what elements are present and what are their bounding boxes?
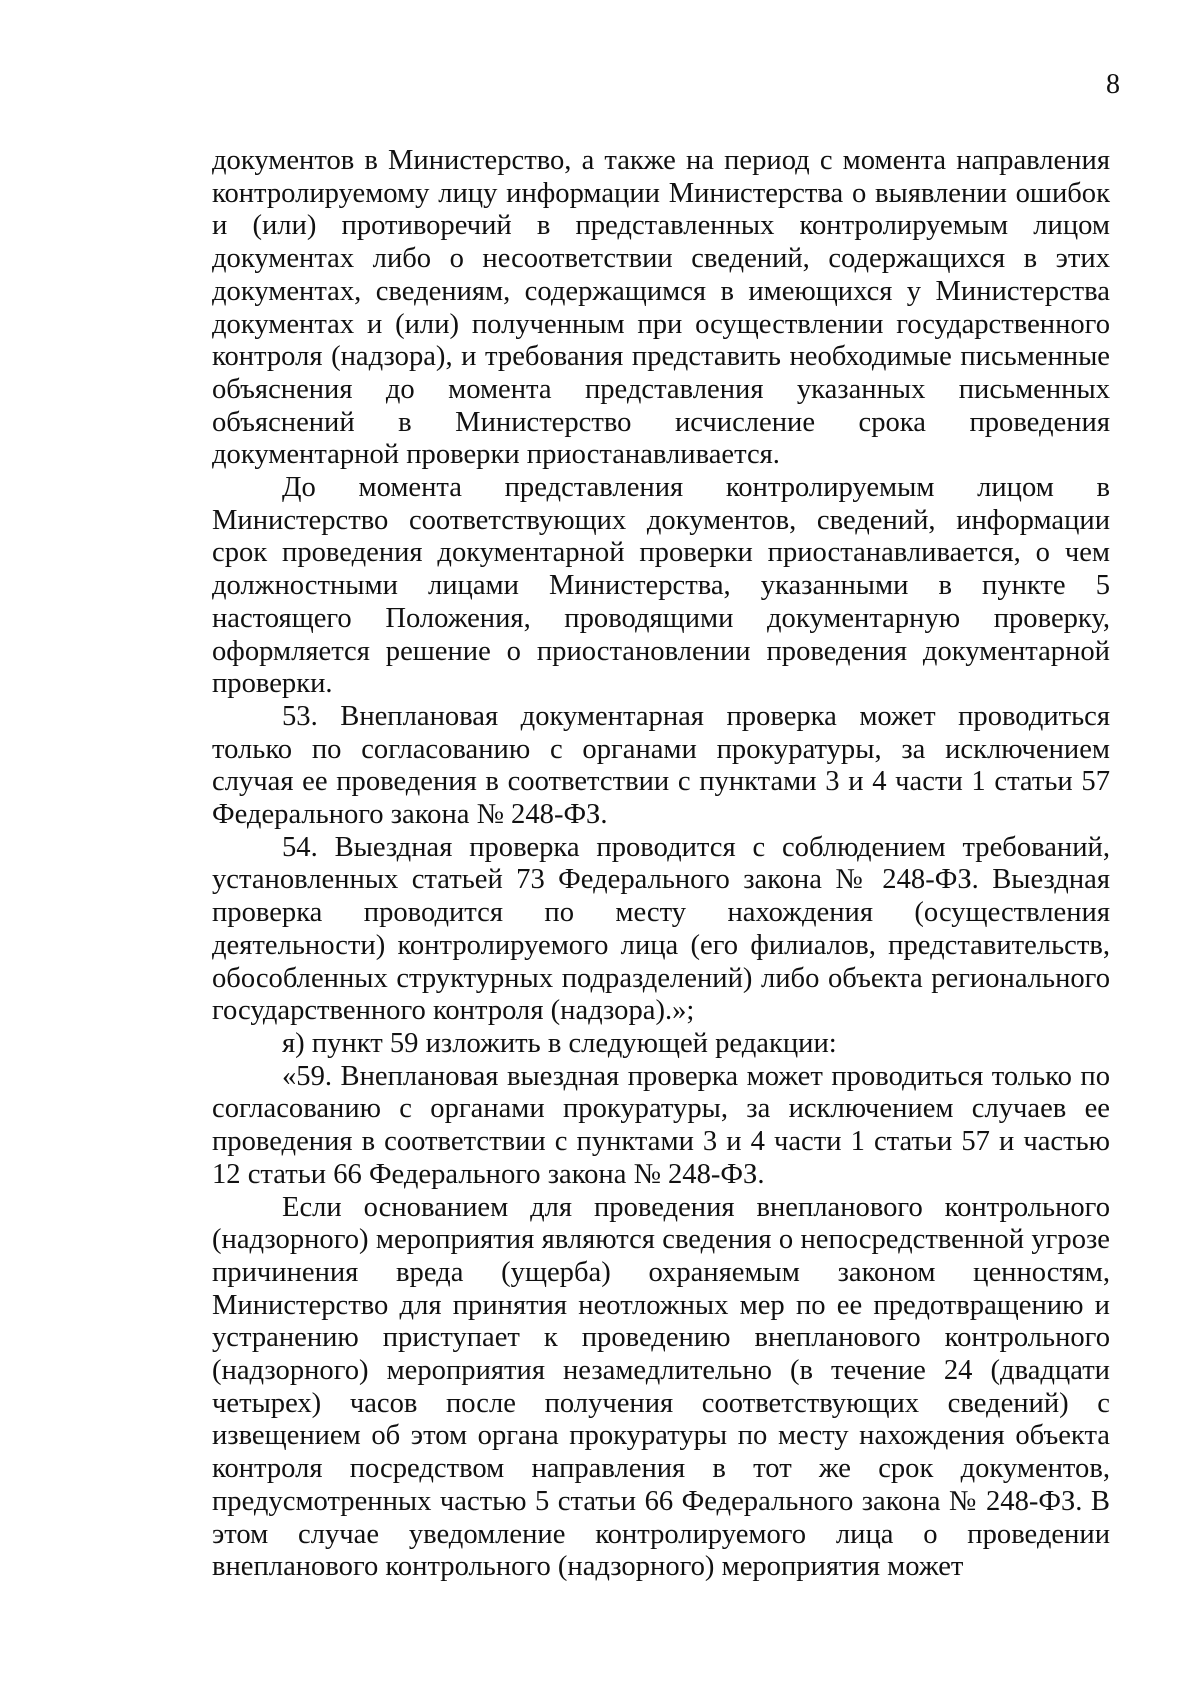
document-body <box>212 145 1110 1584</box>
paragraph-continuation: документов в Министерство, а также на период с момента направления контролируемому лицу информации Министерства о выявлении ошибок и (или) противоречий в представленных контролируемым лицом документах либо о несоответствии сведений, содержащихся в этих документах, сведениям, содержащимся в имеющихся у Министерства документах и (или) полученным при осуществлении государственного контроля (надзора), и требования представить необходимые письменные объяснения до момента представления указанных письменных объяснений в Министерство исчисление срока проведения документарной проверки приостанавливается. <box>212 145 1110 471</box>
paragraph-53: 53. Внеплановая документарная проверка может проводиться только по согласованию с органами прокуратуры, за исключением случая ее проведения в соответствии с пунктами 3 и 4 части 1 статьи 57 Федерального закона № 248-ФЗ. <box>212 700 1110 831</box>
page-number: 8 <box>1106 69 1120 100</box>
paragraph-ya: я) пункт 59 изложить в следующей редакции: <box>282 1027 837 1059</box>
paragraph-suspension: До момента представления контролируемым лицом в Министерство соответствующих документов, сведений, информации срок проведения документарной проверки приостанавливается, о чем должностными лицами Министерства, указанными в пункте 5 настоящего Положения, проводящими документарную проверку, оформляется решение о приостановлении проведения документарной проверки. <box>212 472 1110 700</box>
paragraph-urgent-inspection: Если основанием для проведения внепланового контрольного (надзорного) мероприятия являются сведения о непосредственной угрозе причинения вреда (ущерба) охраняемым законом ценностям, Министерство для принятия неотложных мер по ее предотвращению и устранению приступает к проведению внепланового контрольного (надзорного) мероприятия незамедлительно (в течение 24 (двадцати четырех) часов после получения соответствующих сведений) с извещением об этом органа прокуратуры по месту нахождения объекта контроля посредством направления в тот же срок документов, предусмотренных частью 5 статьи 66 Федерального закона № 248-ФЗ. В этом случае уведомление контролируемого лица о проведении внепланового контрольного (надзорного) мероприятия может <box>212 1191 1110 1583</box>
paragraph-59: «59. Внеплановая выездная проверка может проводиться только по согласованию с органами прокуратуры, за исключением случаев ее проведения в соответствии с пунктами 3 и 4 части 1 статьи 57 и частью 12 статьи 66 Федерального закона № 248-ФЗ. <box>212 1060 1110 1190</box>
paragraph-54: 54. Выездная проверка проводится с соблюдением требований, установленных статьей 73 Федерального закона № 248-ФЗ. Выездная проверка проводится по месту нахождения (осуществления деятельности) контролируемого лица (его филиалов, представительств, обособленных структурных подразделений) либо объекта регионального государственного контроля (надзора).»; <box>212 831 1110 1027</box>
